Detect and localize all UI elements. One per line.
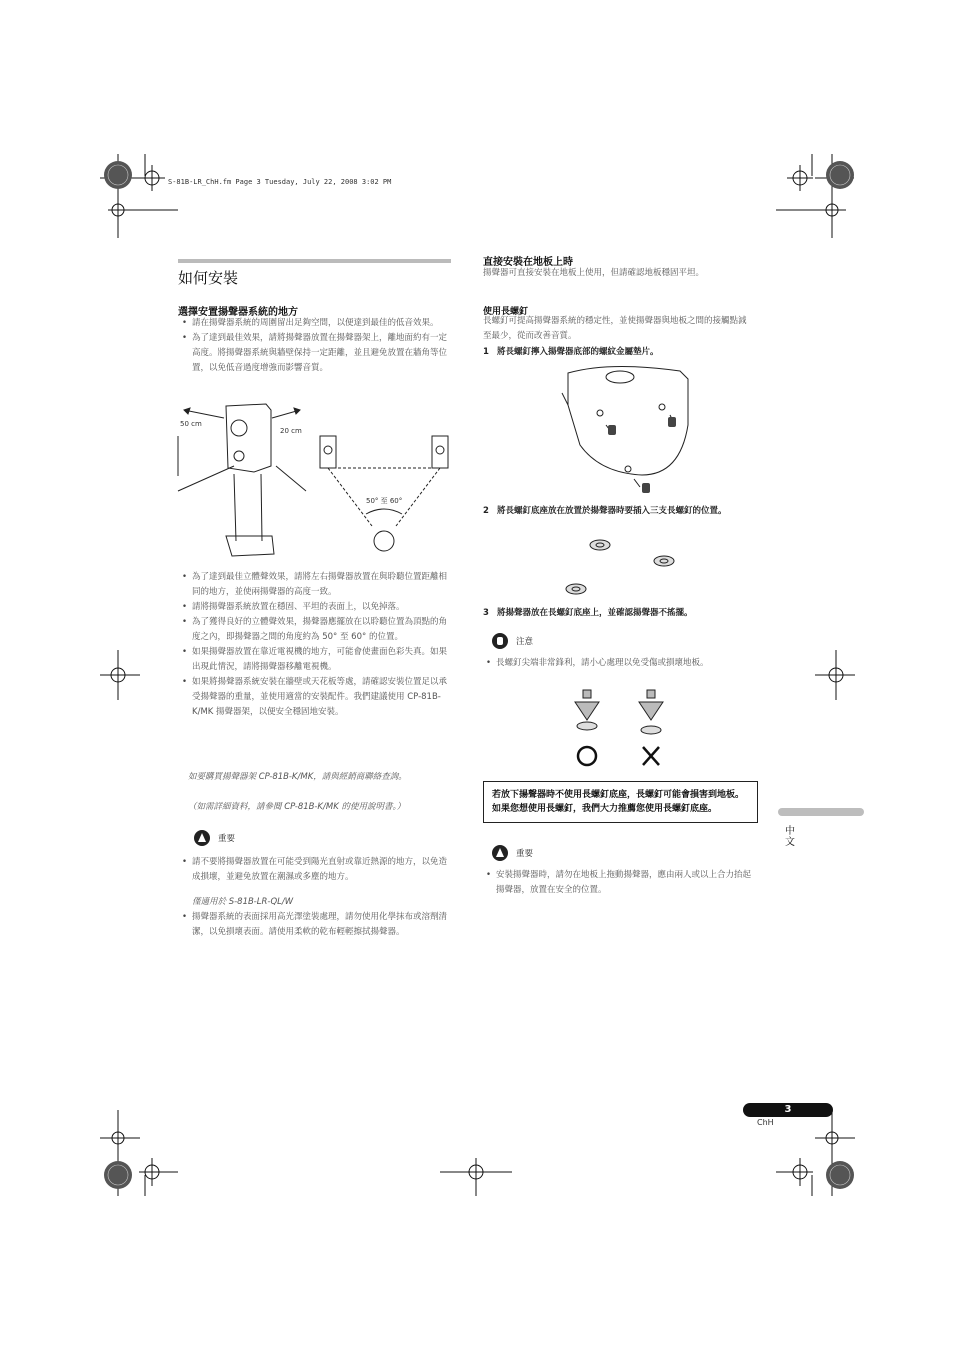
bullets-top xyxy=(182,316,450,376)
speaker-placement-figure xyxy=(176,396,456,571)
incorrect-mark-icon xyxy=(643,747,659,765)
side-tab-bar xyxy=(778,808,864,816)
section-heading-placement: 選擇安置揚聲器系統的地方 xyxy=(178,307,298,318)
title-rule xyxy=(178,259,451,263)
file-header: S-81B-LR_ChH.fm Page 3 Tuesday, July 22, 2008 3:02 PM xyxy=(168,178,392,186)
bullets-last xyxy=(182,910,450,940)
section-text-floor: 揚聲器可直接安裝在地板上使用，但請確認地板穩固平坦。 xyxy=(483,268,705,278)
caution-heading xyxy=(492,633,533,649)
spike-bases-figure xyxy=(560,535,690,605)
list-item: • 長螺釘尖端非常鋒利，請小心處理以免受傷或損壞地板。 xyxy=(486,656,754,671)
label-50cm: 50 cm xyxy=(180,420,202,428)
page-lang: ChH xyxy=(757,1118,774,1127)
subheading-spikes: 使用長螺釘 xyxy=(483,307,529,317)
boxed-note: 若放下揚聲器時不使用長螺釘底座，長螺釘可能會損害到地板。如果您想使用長螺釘，我們大力推薦您使用長螺釘底座。 xyxy=(483,781,758,823)
step-3: 3 將揚聲器放在長螺釘底座上，並確認揚聲器不搖擺。 xyxy=(483,608,693,618)
page-number: 3 xyxy=(743,1103,833,1117)
caution-list xyxy=(486,656,754,671)
step-2: 2 將長螺釘底座放在放置於揚聲器時要插入三支長螺釘的位置。 xyxy=(483,506,727,516)
section-heading-floor: 直接安裝在地板上時 xyxy=(483,257,573,268)
step-1: 1 將長螺釘擰入揚聲器底部的螺紋金屬墊片。 xyxy=(483,347,659,357)
italic-note-manual: （如需詳細資料，請參閱 CP-81B-K/MK 的使用說明書。） xyxy=(188,802,406,812)
spike-correct-incorrect-figure xyxy=(570,690,680,770)
label-angle: 50° 至 60° xyxy=(366,497,403,505)
page-title: 如何安裝 xyxy=(178,269,239,287)
caution-hand-icon xyxy=(492,633,508,649)
warning-icon xyxy=(194,830,210,846)
list-item: • 請不要將揚聲器放置在可能受到陽光直射或靠近熱源的地方，以免造成損壞，並避免放置在潮濕或多塵的地方。 xyxy=(182,855,450,885)
italic-note-purchase: 如要購買揚聲器架 CP-81B-K/MK，請與經銷商聯絡查詢。 xyxy=(188,772,407,782)
bullets-mid xyxy=(182,570,450,720)
list-item: • 揚聲器系統的表面採用高光澤塗裝處理，請勿使用化學抹布或溶劑清潔，以免損壞表面。請使用柔軟的乾布輕輕擦拭揚聲器。 xyxy=(182,910,450,940)
important-heading-right xyxy=(492,845,533,861)
bullets-bottom xyxy=(182,855,450,885)
caution-label: 注意 xyxy=(516,637,534,647)
speaker-bottom-figure xyxy=(560,365,700,495)
important-heading-left xyxy=(194,830,235,846)
side-tab-label: 中文 xyxy=(785,826,795,848)
label-20cm: 20 cm xyxy=(280,427,302,435)
list-item: • 如果揚聲器放置在靠近電視機的地方，可能會使畫面色彩失真。如果出現此情況，請將揚聲器移離電視機。 xyxy=(182,645,450,675)
list-item: • 為了達到最佳立體聲效果，請將左右揚聲器放置在與聆聽位置距離相同的地方，並使兩揚聲器的高度一致。 xyxy=(182,570,450,600)
warning-icon xyxy=(492,845,508,861)
important-list-right xyxy=(486,868,754,898)
correct-mark-icon xyxy=(578,747,596,765)
important-label: 重要 xyxy=(516,849,534,859)
list-item: • 為了獲得良好的立體聲效果，揚聲器應擺放在以聆聽位置為頂點的角度之內，即揚聲器之間的角度約為 50° 至 60° 的位置。 xyxy=(182,615,450,645)
list-item: • 安裝揚聲器時，請勿在地板上拖動揚聲器，應由兩人或以上合力抬起揚聲器，放置在安全的位置。 xyxy=(486,868,754,898)
list-item: • 請在揚聲器系統的周圍留出足夠空間，以便達到最佳的低音效果。 xyxy=(182,316,450,331)
list-item: • 如果將揚聲器系統安裝在牆壁或天花板等處，請確認安裝位置足以承受揚聲器的重量，並使用適當的安裝配件。我們建議使用 CP-81B-K/MK 揚聲器架，以便安全穩固地安裝。 xyxy=(182,675,450,720)
sub-text-spikes: 長螺釘可提高揚聲器系統的穩定性，並使揚聲器與地板之間的接觸點減至最少，從而改善音質。 xyxy=(483,316,747,341)
important-label: 重要 xyxy=(218,834,236,844)
italic-note-model: 僅適用於 S-81B-LR-QL/W xyxy=(192,897,294,907)
list-item: • 請將揚聲器系統放置在穩固、平坦的表面上，以免掉落。 xyxy=(182,600,450,615)
list-item: • 為了達到最佳效果，請將揚聲器放置在揚聲器架上，離地面約有一定高度。將揚聲器系統與牆壁保持一定距離，並且避免放置在牆角等位置，以免低音過度增強而影響音質。 xyxy=(182,331,450,376)
